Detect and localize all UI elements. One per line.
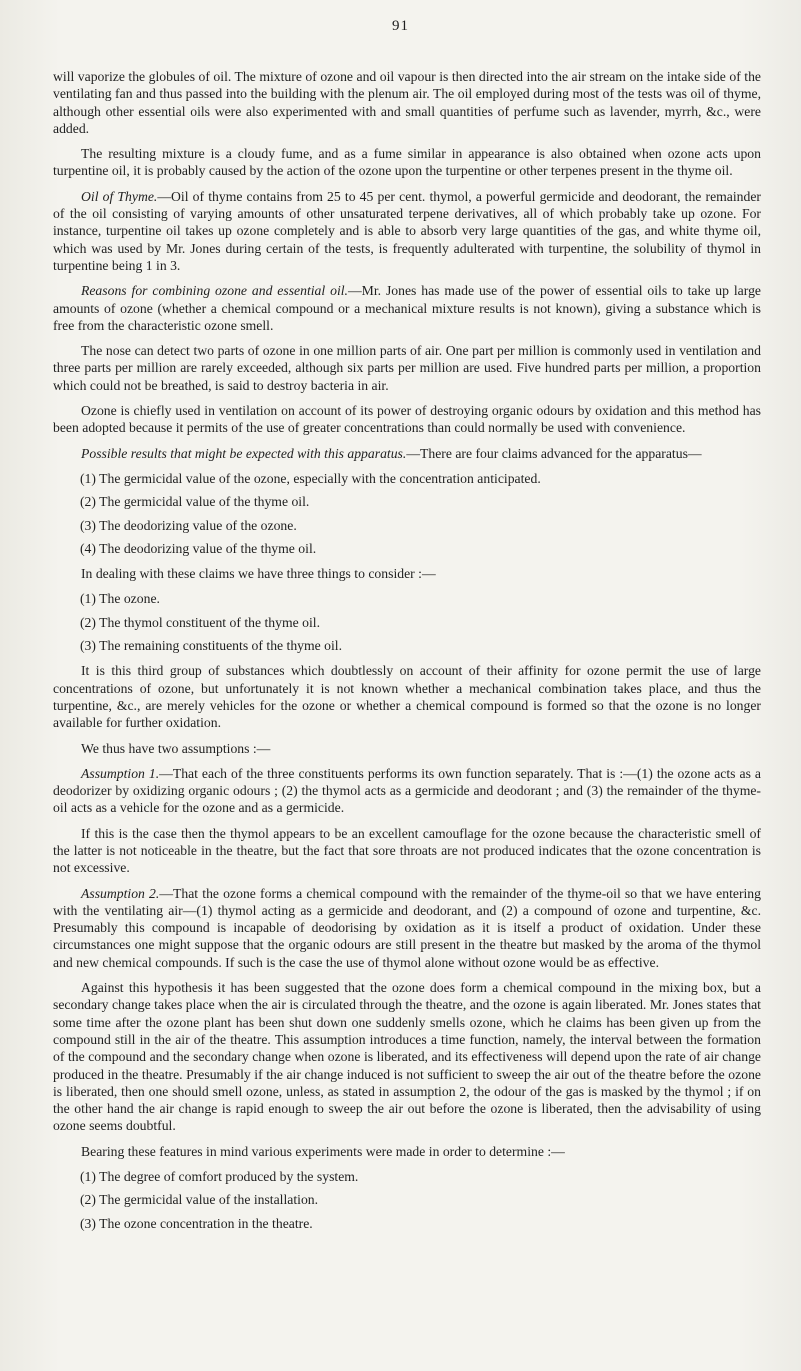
text-oil-of-thyme: —Oil of thyme contains from 25 to 45 per cent. thymol, a powerful germicide and deodorant, the remainder of the oil consisting of varying amounts of other unsaturated terpene derivatives, all of which probably take up ozone. For instance, turpentine oil takes up ozone completely and is able to absorb very large quantities of the gas, and white thyme oil, which was used by Mr. Jones during certain of the tests, is frequently adulterated with turpentine, the solubility of thymol in turpentine being 1 in 3. xyxy=(53,188,761,273)
claims-list xyxy=(53,470,761,557)
paragraph-camouflage: If this is the case then the thymol appears to be an excellent camouflage for the ozone because the characteristic smell of the latter is not noticeable in the theatre, but the fact that sore throats are not produced indicates that the ozone concentration is not excessive. xyxy=(53,825,761,876)
paragraph-three-things: In dealing with these claims we have three things to consider :— xyxy=(81,566,436,582)
paragraph-two-assumptions: We thus have two assumptions :— xyxy=(81,740,271,756)
list-item: (4) The deodorizing value of the thyme oil. xyxy=(80,540,317,556)
heading-assumption-2: Assumption 2. xyxy=(81,885,160,901)
list-item: (2) The thymol constituent of the thyme oil. xyxy=(80,614,320,630)
text-assumption-2: —That the ozone forms a chemical compound with the remainder of the thyme-oil so that we have entering with the ventilating air—(1) thymol acting as a germicide and deodorant, and (2) a compound of ozone and turpentine, &c. Presumably this compound is incapable of deodorising by oxidation as it is itself a product of oxidation. Under these circumstances one might suppose that the organic odours are still present in the theatre but masked by the aroma of the thymol and new chemical compounds. If such is the case the use of thymol alone without ozone would be as effective. xyxy=(53,885,761,970)
experiments-list xyxy=(53,1168,761,1232)
paragraph-hypothesis: Against this hypothesis it has been suggested that the ozone does form a chemical compound in the mixing box, but a secondary change takes place when the air is circulated through the theatre, and the ozone is again liberated. Mr. Jones states that some time after the ozone plant has been shut down one suddenly smells ozone, which he claims has been given up from the compound still in the air of the theatre. This assumption introduces a time function, namely, the interval between the formation of the compound and the secondary change when ozone is liberated, and its effectiveness will depend upon the rate of air change produced in the theatre. Presumably if the air change induced is not sufficient to sweep the air out of the theatre before the ozone is liberated, then one should smell ozone, unless, as stated in assumption 2, the odour of the gas is masked by the thymol ; if on the other hand the air change is rapid enough to sweep the air out before the ozone is liberated, then the advisability of using ozone seems doubtful. xyxy=(53,980,761,1134)
heading-oil-of-thyme: Oil of Thyme. xyxy=(81,188,158,204)
paragraph-assumption-1 xyxy=(53,765,761,817)
page-number: 91 xyxy=(392,18,409,34)
paragraph-nose-detection: The nose can detect two parts of ozone in one million parts of air. One part per million is commonly used in ventilation and three parts per million are rarely exceeded, although six parts per million are used. Five hundred parts per million, a proportion which could not be breathed, is said to destroy bacteria in air. xyxy=(53,343,761,393)
paragraph-oil-of-thyme xyxy=(53,188,761,274)
text-possible-results: —There are four claims advanced for the apparatus— xyxy=(406,445,702,461)
list-item: (3) The deodorizing value of the ozone. xyxy=(80,517,297,533)
paragraph-intro: will vaporize the globules of oil. The mixture of ozone and oil vapour is then directed into the air stream on the intake side of the ventilating fan and thus passed into the building with the plenum air. The oil employed during most of the tests was oil of thyme, although other essential oils were also experimented with and small quantities of perfume such as lavender, myrrh, &c., were added. xyxy=(53,69,761,136)
list-item: (3) The ozone concentration in the theatre. xyxy=(80,1215,313,1231)
paragraph-experiments: Bearing these features in mind various experiments were made in order to determine :— xyxy=(81,1143,565,1159)
paragraph-ozone-use: Ozone is chiefly used in ventilation on account of its power of destroying organic odours by oxidation and this method has been adopted because it permits of the use of greater concentrations than could normally be used with convenience. xyxy=(53,403,761,436)
considerations-list xyxy=(53,590,761,654)
heading-assumption-1: Assumption 1. xyxy=(81,765,160,781)
text-assumption-1: —That each of the three constituents performs its own function separately. That is :—(1) the ozone acts as a deodorizer by oxidizing organic odours ; (2) the thymol acts as a germicide and deodorant ; and (3) the remainder of the thyme-oil acts as a vehicle for the ozone and as a germicide. xyxy=(53,765,761,816)
list-item: (2) The germicidal value of the installation. xyxy=(80,1192,319,1208)
paragraph-third-group: It is this third group of substances which doubtlessly on account of their affinity for ozone permit the use of large concentrations of ozone, but unfortunately it is not known whether a mechanical combination takes place, and thus the turpentine, &c., are merely vehicles for the ozone or whether a chemical compound is formed so that the ozone is no longer available for further oxidation. xyxy=(53,663,761,731)
paragraph-assumption-2 xyxy=(53,885,761,971)
list-item: (1) The germicidal value of the ozone, especially with the concentration anticipated. xyxy=(80,470,541,486)
list-item: (1) The ozone. xyxy=(80,591,160,607)
text-reasons: —Mr. Jones has made use of the power of essential oils to take up large amounts of ozone (whether a chemical compound or a mechanical mixture results is not known), giving a substance which is free from the characteristic ozone smell. xyxy=(53,283,761,333)
paragraph-possible-results xyxy=(53,445,761,462)
paragraph-reasons xyxy=(53,282,761,334)
paragraph-cloudy-fume: The resulting mixture is a cloudy fume, and as a fume similar in appearance is also obtained when ozone acts upon turpentine oil, it is probably caused by the action of the ozone upon the turpentine or other terpenes present in the thyme oil. xyxy=(53,146,761,179)
list-item: (1) The degree of comfort produced by the system. xyxy=(80,1169,359,1185)
heading-reasons: Reasons for combining ozone and essential oil. xyxy=(81,283,348,299)
list-item: (2) The germicidal value of the thyme oil. xyxy=(80,494,310,510)
heading-possible-results: Possible results that might be expected with this apparatus. xyxy=(81,445,407,461)
list-item: (3) The remaining constituents of the thyme oil. xyxy=(80,638,343,654)
